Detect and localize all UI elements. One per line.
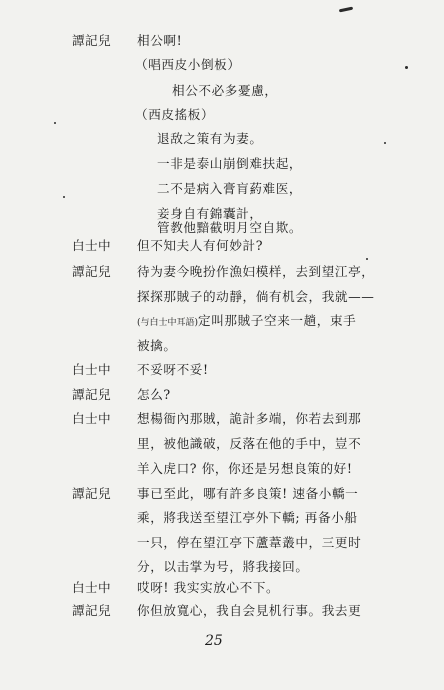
speaker-bai-shizhong: 白士中 [72, 580, 111, 595]
dialogue-line: 你但放寬心，我自会見机行事。我去更 [137, 603, 362, 618]
scan-speck [384, 142, 386, 144]
dialogue-line: 分，以击掌为号，將我接回。 [137, 559, 309, 574]
dialogue-line: 待为妻今晚扮作漁妇模样，去到望江亭， [137, 264, 375, 279]
lyric-line: 相公不必多憂慮， [172, 83, 278, 98]
speaker-tan-jier: 譚記兒 [72, 264, 111, 279]
stage-direction: （西皮搖板） [135, 107, 215, 122]
scan-speck [54, 122, 56, 124]
speaker-tan-jier: 譚記兒 [72, 603, 111, 618]
dialogue-text: 定叫那賊子空来一趟，束手 [198, 313, 357, 328]
dialogue-line: 被擒。 [137, 338, 177, 353]
lyric-line: 退敌之策有为妻。 [157, 131, 263, 146]
scan-speck [63, 196, 65, 198]
speaker-tan-jier: 譚記兒 [72, 33, 111, 48]
scan-speck [339, 7, 353, 13]
aside-note: (与白士中耳語) [137, 318, 199, 328]
dialogue-line: 羊入虎口? 你，你还是另想良策的好! [137, 461, 353, 476]
speaker-tan-jier: 譚記兒 [72, 486, 111, 501]
dialogue-line: 怎么? [137, 387, 171, 402]
speaker-bai-shizhong: 白士中 [72, 411, 111, 426]
speaker-bai-shizhong: 白士中 [72, 238, 111, 253]
dialogue-line: 想楊衙內那賊，詭計多端，你若去到那 [137, 411, 362, 426]
dialogue-line: 但不知夫人有何妙計? [137, 238, 264, 253]
dialogue-line: 不妥呀不妥! [137, 362, 209, 377]
dialogue-line: 事已至此，哪有許多良策! 速备小轎一 [137, 486, 359, 501]
dialogue-line: 哎呀! 我实实放心不下。 [137, 580, 280, 595]
lyric-line: 一非是泰山崩倒难扶起， [157, 156, 303, 171]
speaker-bai-shizhong: 白士中 [72, 362, 111, 377]
speaker-tan-jier: 譚記兒 [72, 387, 111, 402]
page-number: 25 [205, 633, 223, 649]
lyric-line: 二不是病入膏肓葯难医， [157, 181, 303, 196]
dialogue-line: 乘，將我送至望江亭外下轎; 再备小船 [137, 510, 358, 525]
scan-speck [405, 66, 408, 69]
dialogue-line: 探探那賊子的动靜，倘有机会，我就—— [137, 289, 375, 304]
stage-direction: （唱西皮小倒板） [135, 57, 241, 72]
dialogue-line: 里，被他識破，反落在他的手中，豈不 [137, 436, 362, 451]
dialogue-line [137, 313, 356, 331]
dialogue-line: 一只，停在望江亭下蘆葦叢中，三更时 [137, 535, 362, 550]
lyric-line: 妾身自有錦囊計， [157, 206, 263, 221]
scan-speck [366, 258, 368, 260]
dialogue-line: 相公啊! [137, 33, 183, 48]
lyric-line: 管教他黯截明月空自欺。 [157, 220, 303, 235]
